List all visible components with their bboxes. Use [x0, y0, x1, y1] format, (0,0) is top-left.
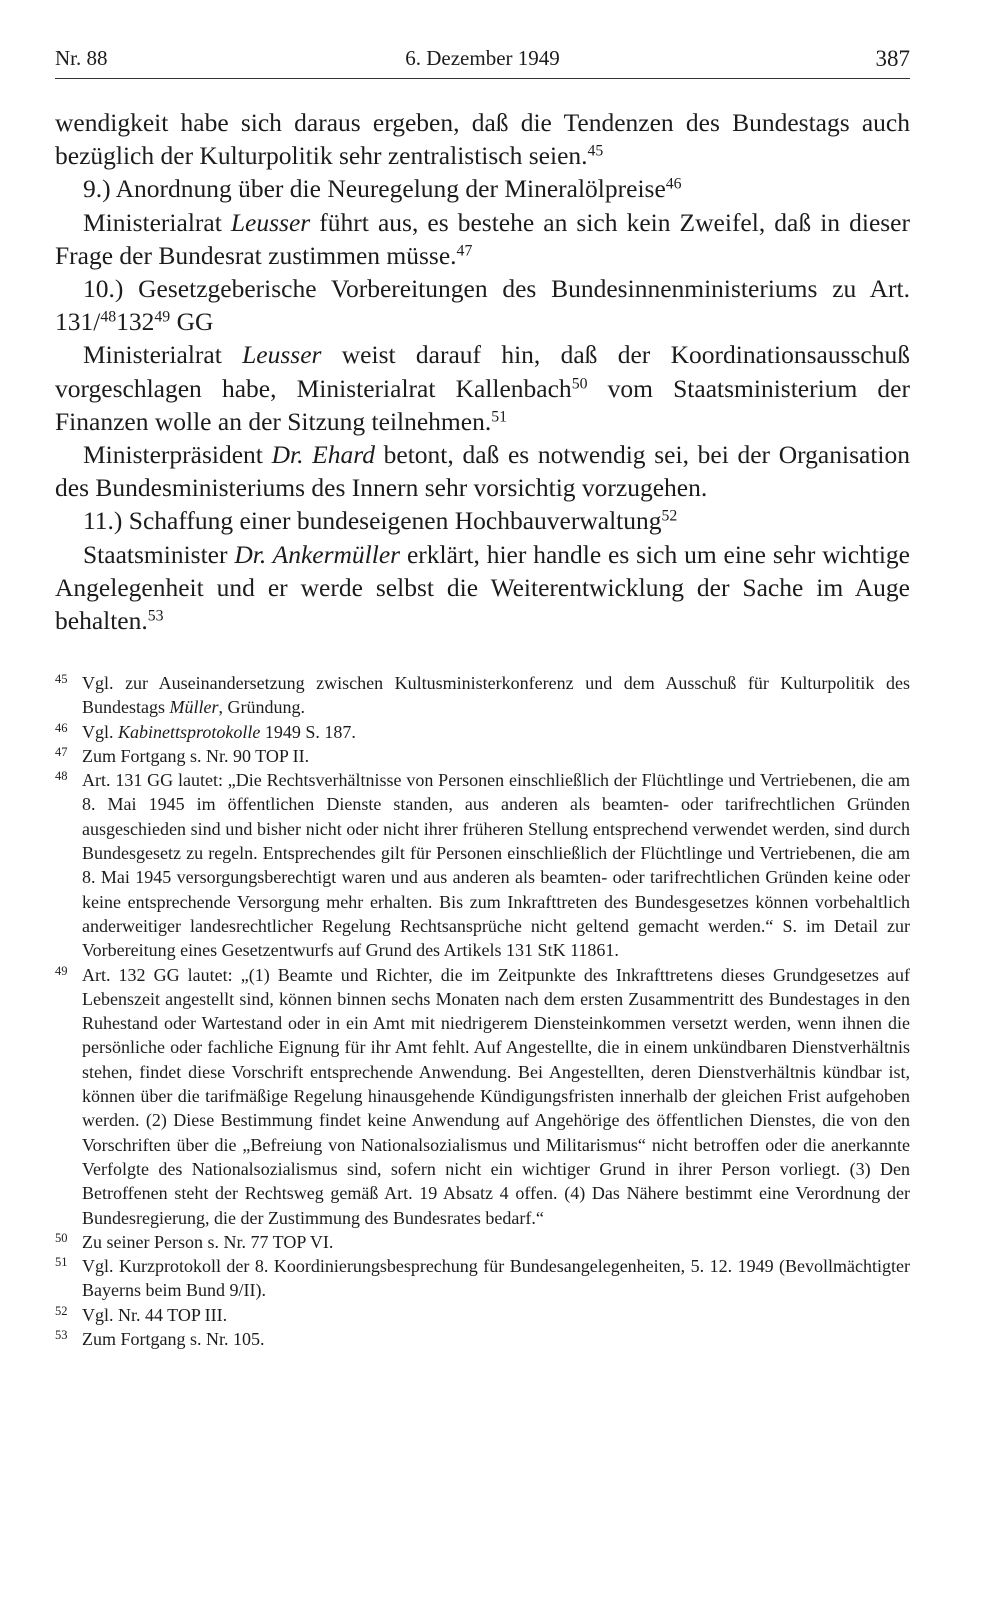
page-number: 387 [875, 46, 910, 71]
footnote-ref[interactable]: 49 [154, 308, 171, 326]
footnote-ref[interactable]: 52 [661, 507, 678, 525]
footnote-number: 46 [55, 720, 68, 735]
footnote-48: 48 Art. 131 GG lautet: „Die Rechtsverhältnisse von Personen einschließlich der Flüchtlinge und Vertriebenen, die am 8. Mai 1945 im öffentlichen Dienste standen, aus anderen als beamten- oder tarifrechtlichen Gründen ausgeschieden sind und bisher nicht oder nicht ihrer früheren Stellung entsprechend verwendet werden, sind durch Bundesgesetz zu regeln. Entsprechendes gilt für Personen einschließlich der Flüchtlinge und Vertriebenen, die am 8. Mai 1945 versorgungsberechtigt waren und aus anderen als beamten- oder tarifrechtlichen Gründen keine oder keine entsprechende Versorgung mehr erhalten. Bis zum Inkrafttreten des Bundesgesetzes können vorbehaltlich anderweitiger landesrechtlicher Regelung Rechtsansprüche nicht geltend gemacht werden.“ S. im Detail zur Vorbereitung eines Gesetzentwurfs auf Grund des Artikels 131 StK 11861. [55, 768, 910, 962]
footnote-47: 47 Zum Fortgang s. Nr. 90 TOP II. [55, 744, 910, 768]
agenda-item-11: 11.) Schaffung einer bundeseigenen Hochbauverwaltung$^{52}$ [83, 506, 678, 536]
footnote-number: 51 [55, 1255, 68, 1270]
footnote-number: 53 [55, 1328, 68, 1343]
paragraph-ankermueller: Staatsminister Dr. Ankermüller erklärt, hier handle es sich um eine sehr wichtige Angelegenheit und er werde selbst die Weiterentwicklung der Sache im Auge behalten.$^{53}$ [55, 539, 910, 636]
footnote-53: 53 Zum Fortgang s. Nr. 105. [55, 1327, 910, 1351]
footnote-number: 50 [55, 1230, 68, 1245]
footnote-ref[interactable]: 45 [587, 142, 604, 160]
footnote-52: 52 Vgl. Nr. 44 TOP III. [55, 1303, 910, 1327]
footnote-ref[interactable]: 47 [456, 242, 473, 260]
paragraph-1: wendigkeit habe sich daraus ergeben, daß die Tendenzen des Bundestags auch bezüglich der Kulturpolitik sehr zentralistisch seien.$^{45}$ [55, 108, 910, 171]
footnote-49: 49 Art. 132 GG lautet: „(1) Beamte und Richter, die im Zeitpunkte des Inkrafttretens dieses Grundgesetzes auf Lebenszeit angestellt sind, können binnen sechs Monaten nach dem ersten Zusammentritt des Bundestages in den Ruhestand oder Wartestand oder in ein Amt mit niedrigerem Diensteinkommen versetzt werden, wenn ihnen die persönliche oder fachliche Eignung für ihr Amt fehlt. Auf Angestellte, die in einem unkündbaren Dienstverhältnis stehen, findet diese Vorschrift entsprechende Anwendung. Bei Angestellten, deren Dienstverhältnis kündbar ist, können über die tarifmäßige Regelung hinausgehende Kündigungsfristen innerhalb der gleichen Frist aufgehoben werden. (2) Diese Bestimmung findet keine Anwendung auf Angehörige des öffentlichen Dienstes, die von den Vorschriften über die „Befreiung von Nationalsozialismus und Militarismus“ nicht betroffen oder die anerkannte Verfolgte des Nationalsozialismus sind, sofern nicht ein wichtiger Grund in ihrer Person vorliegt. (3) Den Betroffenen steht der Rechtsweg gemäß Art. 19 Absatz 4 offen. (4) Das Nähere bestimmt eine Verordnung der Bundesregierung, die der Zustimmung des Bundesrates bedarf.“ [55, 963, 910, 1230]
footnote-ref[interactable]: 50 [571, 374, 588, 392]
footnote-number: 49 [55, 963, 68, 978]
footnote-50: 50 Zu seiner Person s. Nr. 77 TOP VI. [55, 1230, 910, 1254]
agenda-item-10: 10.) Gesetzgeberische Vorbereitungen des Bundesinnenministeriums zu Art. $131/^{48}132^{49}$ GG [55, 274, 910, 337]
person-name: Dr. Ankermüller [234, 539, 401, 569]
agenda-item-9: 9.) Anordnung über die Neuregelung der Mineralölpreise$^{46}$ [83, 174, 682, 204]
footnote-number: 48 [55, 769, 68, 784]
footnote-ref[interactable]: 51 [491, 408, 508, 426]
document-number: Nr. 88 [55, 46, 108, 70]
footnote-ref[interactable]: 46 [665, 175, 682, 193]
person-name: Leusser [242, 340, 322, 370]
footnote-ref[interactable]: 53 [147, 607, 164, 625]
paragraph-leusser-1: Ministerialrat Leusser führt aus, es bestehe an sich kein Zweifel, daß in dieser Frage der Bundesrat zustimmen müsse.$^{47}$ [55, 207, 910, 270]
running-header [55, 44, 910, 79]
header-date: 6. Dezember 1949 [405, 46, 560, 70]
footnote-number: 47 [55, 744, 68, 759]
footnote-51: 51 Vgl. Kurzprotokoll der 8. Koordinierungsbesprechung für Bundesangelegenheiten, 5. 12. 1949 (Bevollmächtigter Bayerns beim Bund 9/II). [55, 1254, 910, 1303]
paragraph-leusser-2: Ministerialrat Leusser weist darauf hin, daß der Koordinationsausschuß vorgeschlagen habe, Ministerialrat Kallenbach$^{50}$ vom Staatsministerium der Finanzen wolle an der Sitzung teilnehmen.$^{51}$ [55, 340, 910, 436]
footnote-46: 46 Vgl. Kabinettsprotokolle 1949 S. 187. [55, 720, 910, 744]
footnotes [55, 671, 910, 1351]
person-name: Dr. Ehard [271, 440, 375, 470]
footnote-number: 45 [55, 672, 68, 686]
footnote-ref[interactable]: 48 [100, 308, 117, 326]
paragraph-ehard: Ministerpräsident Dr. Ehard betont, daß es notwendig sei, bei der Organisation des Bundesministeriums des Innern sehr vorsichtig vorzugehen. [55, 440, 910, 503]
main-text [55, 106, 910, 637]
footnote-45: 45 Vgl. zur Auseinandersetzung zwischen Kultusministerkonferenz und dem Ausschuß für Kulturpolitik des Bundestags Müller, Gründung. [55, 671, 910, 720]
footnote-number: 52 [55, 1303, 68, 1318]
person-name: Leusser [230, 207, 311, 237]
